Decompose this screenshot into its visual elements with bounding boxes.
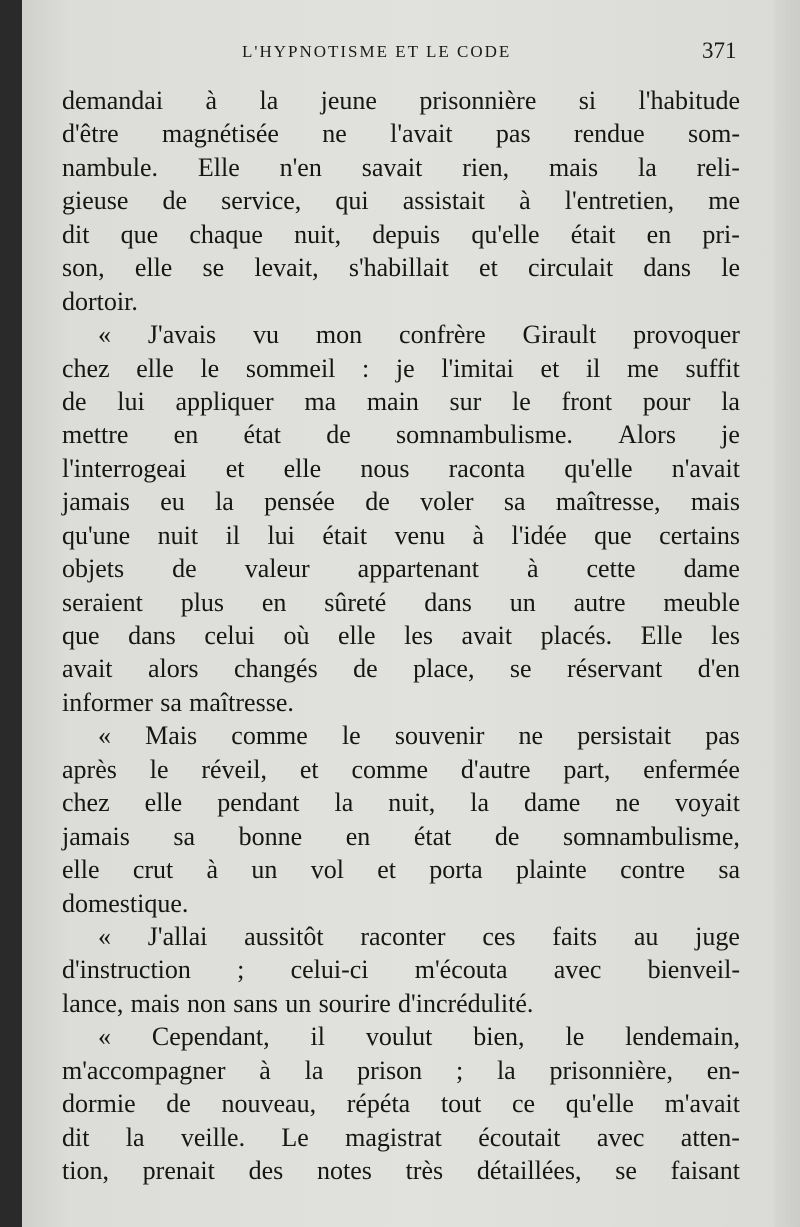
word: prisonnière: [419, 86, 537, 115]
word: elle: [338, 621, 376, 650]
word: veille.: [180, 1122, 246, 1152]
word: d'être: [62, 119, 119, 149]
word: somnambulisme,: [563, 821, 740, 851]
word: magistrat: [345, 1122, 442, 1152]
word: dame: [683, 554, 740, 584]
word: les: [404, 621, 433, 650]
word: de: [326, 420, 351, 450]
word: dortoir.: [62, 286, 138, 316]
word: pri-: [702, 219, 740, 249]
word: l'avait: [390, 119, 453, 149]
word: la: [637, 152, 657, 182]
word: dans: [643, 253, 692, 283]
word: lui: [267, 520, 295, 550]
word: me: [627, 353, 659, 383]
word: autre: [573, 587, 626, 617]
word: que: [62, 621, 100, 650]
word: se: [615, 1156, 637, 1185]
word: bien,: [473, 1022, 525, 1052]
word: chez: [62, 788, 110, 818]
text-line: [62, 987, 740, 1020]
page-number: 371: [702, 38, 737, 63]
word: venu: [394, 520, 446, 550]
word: mais: [690, 487, 740, 517]
word: à: [472, 520, 485, 550]
word: Alors: [618, 420, 676, 450]
word: était: [322, 520, 368, 550]
word: ;: [237, 955, 245, 985]
word: Girault: [522, 320, 597, 350]
text-line: [62, 753, 740, 786]
word: service,: [221, 186, 302, 216]
word: Mais: [145, 721, 198, 751]
word: depuis: [372, 219, 441, 249]
word: pendant: [217, 788, 300, 818]
word: somnambulisme.: [395, 420, 573, 450]
text-line: [62, 820, 740, 853]
word: aussitôt: [244, 921, 324, 951]
word: :: [362, 353, 370, 383]
word: appartenant: [357, 554, 479, 584]
word: som-: [687, 119, 740, 149]
word: place,: [413, 654, 475, 684]
word: si: [578, 86, 597, 115]
word: nuit: [157, 520, 199, 550]
word: ;: [455, 1055, 464, 1085]
word: répéta: [346, 1089, 411, 1119]
word: rendue: [573, 119, 645, 149]
word: à: [259, 1055, 271, 1085]
word: prison: [357, 1055, 423, 1085]
word: lui: [117, 386, 145, 416]
word: en: [173, 420, 199, 450]
word: était: [570, 219, 616, 249]
word: mais: [130, 988, 180, 1018]
text-line: [62, 686, 740, 719]
text-line: [62, 352, 740, 385]
word: le: [721, 253, 740, 283]
word: le: [341, 721, 361, 751]
word: ne: [518, 721, 544, 751]
word: un: [285, 988, 312, 1018]
word: mettre: [62, 420, 129, 450]
word: savait: [361, 152, 423, 182]
word: magnétisée: [161, 119, 279, 149]
word: à: [205, 86, 218, 115]
word: persistait: [577, 721, 672, 751]
word: réservant: [567, 654, 663, 684]
word: me: [708, 186, 740, 216]
word: Le: [281, 1122, 309, 1152]
word: plus: [180, 587, 225, 617]
word: sûreté: [324, 587, 387, 617]
word: la: [334, 788, 354, 818]
text-line: [62, 920, 740, 953]
word: n'avait: [671, 453, 740, 483]
word: Cependant,: [151, 1022, 270, 1052]
word: son,: [62, 253, 105, 283]
word: de: [162, 186, 188, 216]
word: chez: [62, 353, 110, 383]
text-line: [62, 184, 740, 217]
word: sa: [173, 821, 196, 851]
word: raconta: [448, 453, 526, 483]
word: sa: [160, 687, 182, 717]
word: dit: [62, 219, 90, 249]
text-line: [62, 117, 740, 150]
text-line: [62, 485, 740, 518]
word: qui: [335, 186, 369, 216]
word: elle: [62, 855, 100, 885]
word: non: [186, 988, 226, 1018]
word: que: [594, 520, 632, 550]
word: maîtresse,: [555, 487, 661, 517]
word: en: [646, 219, 672, 249]
word: assistait: [402, 186, 486, 216]
word: Elle: [640, 621, 683, 650]
word: sur: [449, 386, 482, 416]
text-line: [62, 953, 740, 986]
word: «: [98, 721, 111, 751]
word: avec: [596, 1122, 645, 1152]
word: et: [225, 453, 245, 483]
word: je: [395, 353, 415, 383]
text-line: [62, 786, 740, 819]
word: la: [721, 386, 740, 416]
text-line: [62, 251, 740, 284]
text-line: [62, 719, 740, 752]
word: J'avais: [147, 320, 217, 350]
word: qu'une: [62, 520, 131, 550]
word: écoutait: [478, 1122, 561, 1152]
word: placés.: [540, 621, 613, 650]
word: de: [172, 554, 197, 584]
word: en-: [706, 1055, 740, 1085]
word: en: [345, 821, 371, 851]
word: faisant: [670, 1156, 740, 1185]
word: ma: [304, 386, 337, 416]
word: la: [496, 1055, 516, 1085]
word: se: [509, 654, 532, 684]
word: les: [711, 621, 740, 650]
word: meuble: [663, 587, 740, 617]
word: certains: [659, 520, 740, 550]
word: mon: [315, 320, 363, 350]
word: de: [365, 487, 390, 517]
word: bonne: [238, 821, 303, 851]
word: elle: [144, 788, 183, 818]
word: maîtresse.: [189, 687, 294, 717]
word: informer: [62, 687, 153, 717]
word: d'autre: [460, 754, 531, 784]
text-line: [62, 1087, 740, 1120]
word: enfermée: [643, 754, 740, 784]
word: tout: [440, 1089, 482, 1119]
text-line: [62, 652, 740, 685]
word: confrère: [399, 320, 486, 350]
word: dans: [128, 621, 176, 650]
text-line: [62, 418, 740, 451]
word: objets: [62, 554, 125, 584]
word: notes: [316, 1156, 372, 1185]
word: se: [202, 253, 225, 283]
word: la: [259, 86, 279, 115]
word: front: [561, 386, 613, 416]
running-head: L'HYPNOTISME ET LE CODE: [242, 42, 512, 61]
word: dit: [62, 1122, 90, 1152]
word: sa: [718, 855, 740, 885]
word: «: [98, 320, 111, 350]
word: pour: [642, 386, 691, 416]
word: raconter: [360, 921, 446, 951]
word: pas: [705, 721, 740, 751]
word: voler: [420, 487, 474, 517]
word: comme: [351, 754, 429, 784]
word: la: [125, 1122, 145, 1152]
word: nuit,: [388, 788, 436, 818]
word: comme: [231, 721, 308, 751]
word: il: [585, 353, 601, 383]
word: sourire: [318, 988, 391, 1018]
word: vu: [253, 320, 280, 350]
word: J'allai: [147, 921, 208, 951]
word: détaillées,: [476, 1156, 582, 1185]
word: jamais: [62, 821, 130, 851]
word: main: [366, 386, 419, 416]
word: «: [98, 921, 111, 951]
word: ce: [511, 1089, 536, 1119]
text-line: [62, 1121, 740, 1154]
word: jeune: [320, 86, 377, 115]
word: le: [512, 386, 531, 416]
word: lendemain,: [625, 1022, 740, 1052]
text-line: [62, 84, 740, 117]
word: et: [540, 353, 560, 383]
word: souvenir: [394, 721, 485, 751]
word: gieuse: [62, 186, 129, 216]
word: un: [251, 855, 278, 885]
text-line: [62, 452, 740, 485]
word: porta: [429, 855, 483, 885]
word: état: [243, 420, 281, 450]
word: elle: [134, 253, 173, 283]
word: atten-: [680, 1122, 740, 1152]
word: demandai: [62, 86, 164, 115]
text-line: [62, 385, 740, 418]
word: cette: [586, 554, 636, 584]
word: dormie: [62, 1089, 136, 1119]
word: vol: [310, 855, 344, 885]
word: celui-ci: [290, 955, 369, 985]
word: qu'elle: [564, 453, 633, 483]
word: nouveau,: [221, 1089, 317, 1119]
text-line: [62, 218, 740, 251]
word: m'écouta: [414, 955, 508, 985]
word: avait: [62, 654, 113, 684]
word: après: [62, 754, 117, 784]
word: ne: [322, 119, 347, 149]
word: dame: [524, 788, 581, 818]
word: celui: [204, 621, 255, 650]
word: très: [405, 1156, 444, 1185]
word: le: [200, 353, 220, 383]
word: n'en: [279, 152, 322, 182]
word: et: [377, 855, 396, 885]
word: tion,: [62, 1156, 109, 1185]
word: Elle: [197, 152, 240, 182]
word: réveil,: [201, 754, 268, 784]
word: l'idée: [511, 520, 567, 550]
word: de: [353, 654, 378, 684]
word: à: [526, 554, 539, 584]
text-line: [62, 151, 740, 184]
word: appliquer: [175, 386, 274, 416]
word: d'incrédulité.: [398, 988, 534, 1018]
page-header: [22, 38, 800, 68]
word: m'accompagner: [62, 1055, 226, 1085]
word: il: [310, 1022, 325, 1052]
word: la: [470, 788, 490, 818]
text-line: [62, 586, 740, 619]
word: pas: [495, 119, 531, 149]
word: alors: [147, 654, 199, 684]
word: «: [98, 1022, 111, 1052]
word: sa: [503, 487, 526, 517]
word: contre: [620, 855, 686, 885]
word: rien,: [462, 152, 510, 182]
word: bienveil-: [647, 955, 740, 985]
word: au: [633, 921, 659, 951]
word: l'imitai: [441, 353, 514, 383]
word: changés: [233, 654, 318, 684]
word: circulait: [528, 253, 614, 283]
word: et: [479, 253, 498, 283]
word: que: [120, 219, 159, 249]
word: de: [62, 386, 87, 416]
word: elle: [136, 353, 174, 383]
text-line: [62, 519, 740, 552]
word: lance,: [62, 988, 124, 1018]
word: un: [509, 587, 536, 617]
word: qu'elle: [565, 1089, 634, 1119]
word: l'entretien,: [564, 186, 675, 216]
text-line: [62, 619, 740, 652]
word: de: [494, 821, 520, 851]
text-line: [62, 318, 740, 351]
word: d'en: [697, 654, 740, 684]
word: sommeil: [245, 353, 336, 383]
word: prenait: [142, 1156, 215, 1185]
word: s'habillait: [348, 253, 449, 283]
word: prisonnière,: [549, 1055, 673, 1085]
word: ces: [482, 921, 516, 951]
word: mais: [549, 152, 599, 182]
word: et: [299, 754, 319, 784]
body-text: [62, 84, 740, 1187]
word: faits: [552, 921, 598, 951]
word: de: [166, 1089, 191, 1119]
word: voulut: [365, 1022, 433, 1052]
word: il: [225, 520, 241, 550]
word: l'interrogeai: [62, 453, 187, 483]
word: nous: [360, 453, 410, 483]
word: seraient: [62, 587, 143, 617]
word: chaque: [189, 219, 263, 249]
word: sans: [233, 988, 279, 1018]
word: provoquer: [633, 320, 740, 350]
word: état: [413, 821, 452, 851]
word: je: [721, 420, 740, 450]
word: d'instruction: [62, 955, 191, 985]
word: en: [261, 587, 287, 617]
word: elle: [283, 453, 322, 483]
page-edge: [774, 0, 800, 1227]
word: où: [283, 621, 310, 650]
word: valeur: [244, 554, 310, 584]
word: suffit: [685, 353, 740, 383]
word: plainte: [516, 855, 587, 885]
word: reli-: [696, 152, 740, 182]
word: le: [565, 1022, 585, 1052]
word: jamais: [62, 487, 130, 517]
word: qu'elle: [471, 219, 540, 249]
text-line: [62, 853, 740, 886]
text-line: [62, 1054, 740, 1087]
word: avec: [553, 955, 602, 985]
word: crut: [132, 855, 174, 885]
word: le: [149, 754, 169, 784]
word: dans: [424, 587, 472, 617]
word: domestique.: [62, 888, 189, 918]
word: voyait: [674, 788, 740, 818]
word: à: [206, 855, 219, 885]
word: part,: [563, 754, 611, 784]
text-line: [62, 285, 740, 318]
word: la: [304, 1055, 324, 1085]
word: la: [215, 487, 234, 517]
word: ne: [615, 788, 640, 818]
book-page: [22, 0, 800, 1227]
word: à: [519, 186, 531, 216]
text-line: [62, 887, 740, 920]
word: avait: [461, 621, 513, 650]
word: eu: [160, 487, 185, 517]
word: nambule.: [62, 152, 159, 182]
text-line: [62, 552, 740, 585]
word: nuit,: [294, 219, 342, 249]
word: pensée: [264, 487, 335, 517]
word: des: [248, 1156, 284, 1185]
word: m'avait: [664, 1089, 740, 1119]
word: levait,: [254, 253, 319, 283]
text-line: [62, 1020, 740, 1053]
word: juge: [695, 921, 740, 951]
word: l'habitude: [638, 86, 740, 115]
text-line: [62, 1154, 740, 1187]
